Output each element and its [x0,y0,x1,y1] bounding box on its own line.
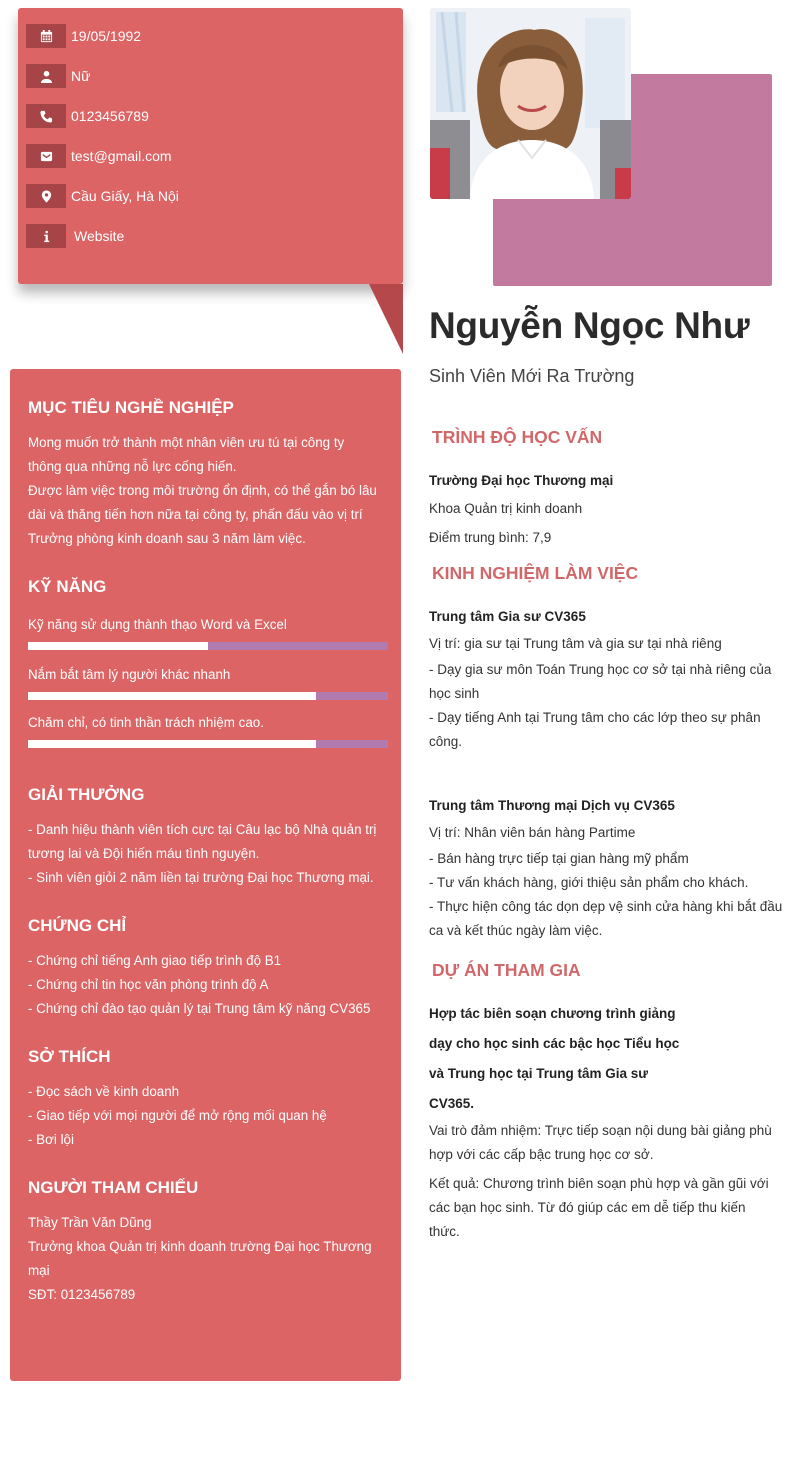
certificates-section [28,916,390,1021]
profile-name: Nguyễn Ngọc Như [429,305,750,346]
job-block [429,793,790,943]
website-link[interactable]: Website [74,228,125,244]
project-title-line: Hợp tác biên soạn chương trình giảng [429,1006,676,1021]
objective-line: Được làm việc trong môi trường ổn định, có thể gắn bó lâu [28,483,377,498]
project-title-line: CV365. [429,1096,475,1111]
card-fold [369,284,403,354]
skill-label: Nắm bắt tâm lý người khác nhanh [28,667,231,682]
gender-text: Nữ [71,68,91,84]
project-title-line: dạy cho học sinh các bậc học Tiểu học [429,1036,680,1051]
certificate-line: - Chứng chỉ đào tạo quản lý tại Trung tâm kỹ năng CV365 [28,1001,371,1016]
job-line: - Tư vấn khách hàng, giới thiệu sản phẩm cho khách. [429,875,749,890]
objective-heading: MỤC TIÊU NGHỀ NGHIỆP [28,398,234,417]
project-result-line: các bạn học sinh. Từ đó giúp các em dễ tiếp thu kiến [429,1200,746,1215]
info-icon [26,224,66,248]
profile-title: Sinh Viên Mới Ra Trường [429,366,635,386]
skill-label: Kỹ năng sử dụng thành thạo Word và Excel [28,617,287,632]
job-position: Vị trí: gia sư tại Trung tâm và gia sư tại nhà riêng [429,636,722,651]
project-role-line: Vai trò đảm nhiệm: Trực tiếp soạn nội dung bài giảng phù [429,1123,772,1138]
objective-section [28,398,390,551]
phone-text: 0123456789 [71,108,149,124]
phone-icon [26,104,66,128]
projects-heading: DỰ ÁN THAM GIA [432,960,581,980]
job-line: học sinh [429,686,480,701]
hobby-line: - Đọc sách về kinh doanh [28,1084,180,1099]
project-title [429,999,790,1119]
location-icon [26,184,66,208]
job-block [429,604,790,754]
certificate-line: - Chứng chỉ tin học văn phòng trình độ A [28,977,269,992]
project-role-line: hợp với các cấp bậc trung học cơ sở. [429,1147,654,1162]
experience-heading: KINH NGHIỆM LÀM VIỆC [432,563,639,583]
reference-line: mại [28,1263,50,1278]
skill-item [28,714,388,748]
job-line: - Dạy gia sư môn Toán Trung học cơ sở tại nhà riêng của [429,662,772,677]
skills-heading: KỸ NĂNG [28,577,107,596]
skill-label: Chăm chỉ, có tinh thần trách nhiệm cao. [28,715,264,730]
education-gpa: Điểm trung bình: 7,9 [429,530,552,545]
references-section [28,1178,390,1307]
contact-website [26,224,124,248]
contact-card [18,8,403,284]
reference-line: SĐT: 0123456789 [28,1287,136,1302]
project-role [429,1119,790,1167]
objective-line: Mong muốn trở thành một nhân viên ưu tú tại công ty [28,435,345,450]
skill-bar [28,740,388,748]
reference-line: Thầy Trần Văn Dũng [28,1215,152,1230]
project-result [429,1172,790,1244]
education-faculty: Khoa Quản trị kinh doanh [429,501,583,516]
skill-fill [28,692,316,700]
award-line: tương lai và Đội hiến máu tình nguyện. [28,846,260,861]
hobbies-section [28,1047,390,1152]
skill-bar [28,692,388,700]
education-school: Trường Đại học Thương mại [429,473,614,488]
objective-line: Trưởng phòng kinh doanh sau 3 năm làm việc. [28,531,306,546]
education-heading: TRÌNH ĐỘ HỌC VẤN [432,427,603,447]
skill-item [28,616,388,650]
skills-section [28,577,390,597]
project-result-line: Kết quả: Chương trình biên soạn phù hợp và gần gũi với [429,1176,769,1191]
job-company: Trung tâm Gia sư CV365 [429,609,586,624]
contact-phone [26,104,149,128]
project-result-line: thức. [429,1224,460,1239]
reference-line: Trưởng khoa Quản trị kinh doanh trường Đại học Thương [28,1239,372,1254]
email-text[interactable]: test@gmail.com [71,148,172,164]
job-line: - Thực hiện công tác dọn dẹp vệ sinh cửa hàng khi bắt đầu [429,899,783,914]
contact-birthday [26,24,141,48]
job-line: - Bán hàng trực tiếp tại gian hàng mỹ phẩm [429,851,689,866]
skill-fill [28,642,208,650]
job-company: Trung tâm Thương mại Dịch vụ CV365 [429,798,675,813]
hobbies-heading: SỞ THÍCH [28,1047,111,1066]
job-line: ca và kết thúc ngày làm việc. [429,923,603,938]
certificates-heading: CHỨNG CHỈ [28,916,127,935]
job-position: Vị trí: Nhân viên bán hàng Partime [429,825,636,840]
education-body [429,468,790,552]
contact-address [26,184,179,208]
award-line: - Danh hiệu thành viên tích cực tại Câu lạc bộ Nhà quản trị [28,822,377,837]
awards-section [28,785,390,890]
certificate-line: - Chứng chỉ tiếng Anh giao tiếp trình độ B1 [28,953,282,968]
contact-email [26,144,172,168]
birthday-text: 19/05/1992 [71,28,142,44]
project-title-line: và Trung học tại Trung tâm Gia sư [429,1066,649,1081]
left-panel [10,369,401,1381]
hobby-line: - Bơi lội [28,1132,74,1147]
skill-item [28,666,388,700]
job-line: - Dạy tiếng Anh tại Trung tâm cho các lớp theo sự phân [429,710,761,725]
calendar-icon [26,24,66,48]
address-text: Cầu Giấy, Hà Nội [71,188,179,204]
skill-bar [28,642,388,650]
award-line: - Sinh viên giỏi 2 năm liền tại trường Đại học Thương mại. [28,870,374,885]
objective-line: thông qua những nỗ lực cống hiến. [28,459,237,474]
profile-photo [430,8,631,199]
references-heading: NGƯỜI THAM CHIẾU [28,1178,199,1197]
email-icon [26,144,66,168]
hobby-line: - Giao tiếp với mọi người để mở rộng mối quan hệ [28,1108,327,1123]
user-icon [26,64,66,88]
skill-fill [28,740,316,748]
contact-gender [26,64,90,88]
job-line: công. [429,734,463,749]
awards-heading: GIẢI THƯỞNG [28,785,145,804]
objective-line: dài và thăng tiến hơn nữa tại công ty, phấn đấu vào vị trí [28,507,363,522]
